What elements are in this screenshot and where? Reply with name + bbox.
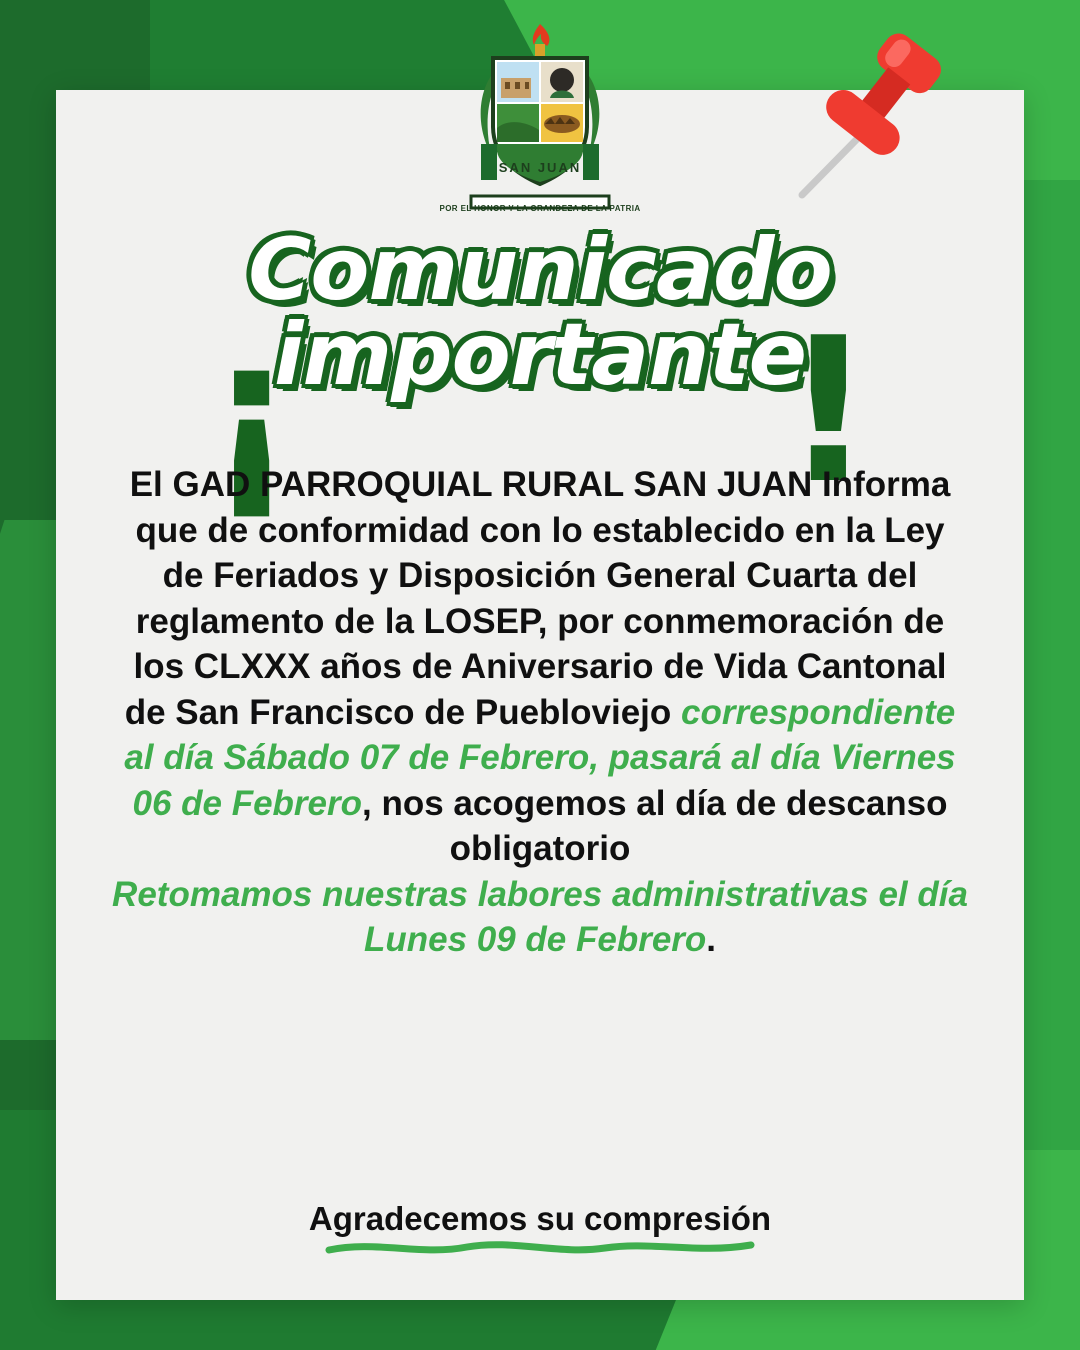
squiggle-underline-icon [325,1236,755,1258]
paragraph-main-part1: El GAD PARROQUIAL RURAL SAN JUAN Informa que de conformidad con lo establecido en la Ley de Feriados y Disposición General Cuarta del reglamento de la LOSEP, por conmemoración de los CLXXX años de Aniversario de Vida Cantonal de San Francisco de Puebloviejo [124,465,951,732]
push-pin-icon [772,20,962,210]
paragraph-return-text: Retomamos nuestras labores administrativas el día Lunes 09 de Febrero [112,874,968,959]
coat-of-arms [435,18,645,233]
headline-open-exclamation: ¡ [206,295,298,528]
paragraph-main-highlight: correspondiente al día Sábado 07 de Febrero, pasará al día Viernes 06 de Febrero [124,692,956,823]
headline-block [56,220,1024,528]
headline-close-exclamation: ! [782,295,874,528]
thanks-line: Agradecemos su compresión [308,1200,772,1237]
paragraph-return-period: . [706,920,717,959]
paragraph-return-date [112,872,968,963]
headline-line-1: Comunicado [248,220,832,320]
headline-line-2: importante [274,304,806,405]
announcement-body [112,462,968,963]
paragraph-main-part2: , nos acogemos al día de descanso obligatorio [362,783,948,868]
crest-name-label: SAN JUAN [498,160,582,175]
crest-icon [435,18,645,233]
paragraph-main [112,462,968,872]
crest-motto-label: POR EL HONOR Y LA GRANDEZA DE LA PATRIA [439,204,641,213]
announcement-card [56,90,1024,1300]
